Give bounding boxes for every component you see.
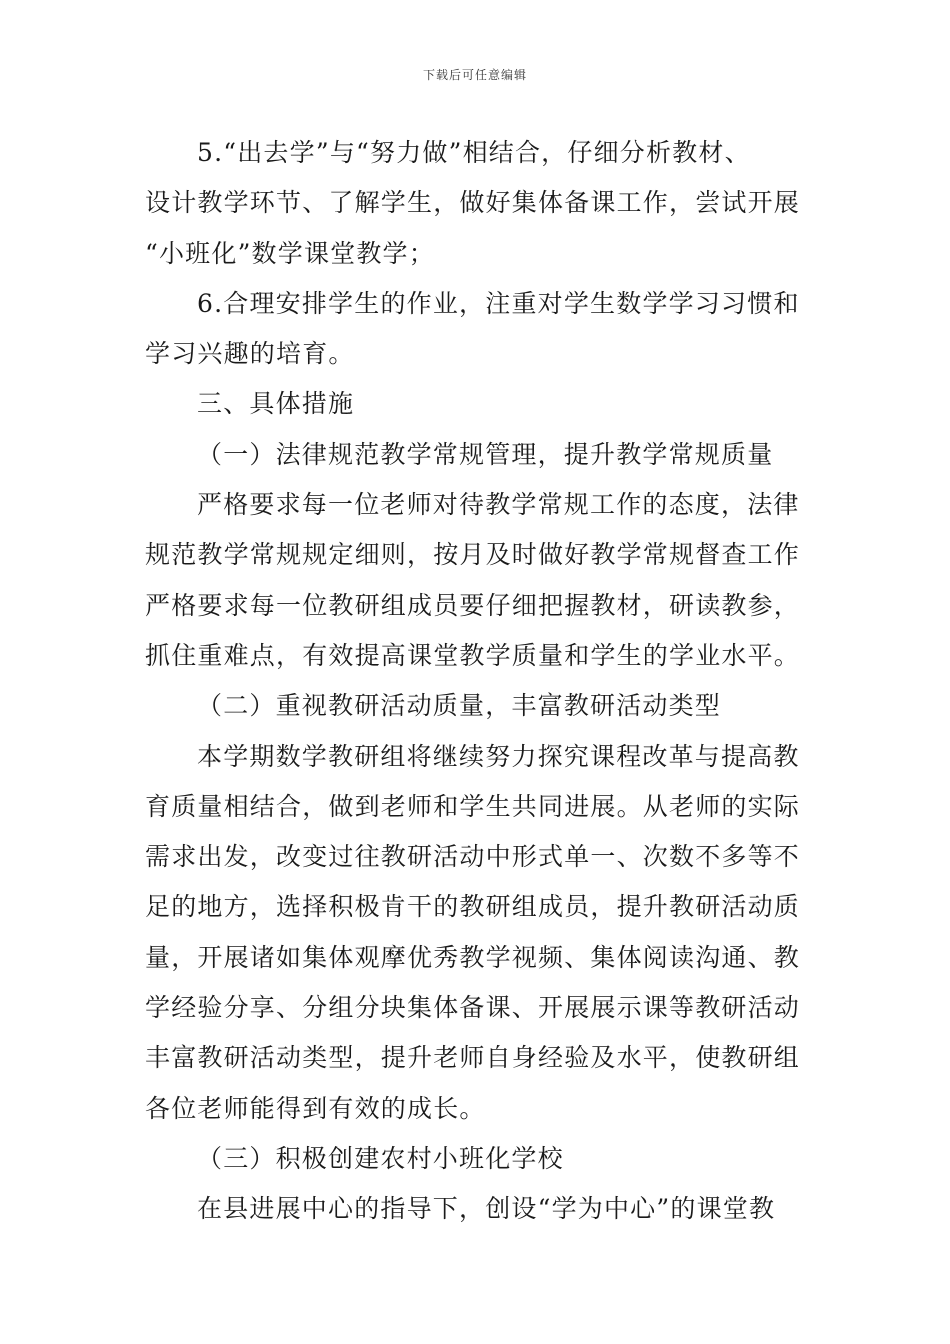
text-line: 5.“出去学”与“努力做”相结合，仔细分析教材、 [197,138,751,167]
text-line: 需求出发，改变过往教研活动中形式单一、次数不多等不 [145,842,801,872]
text-line: 学经验分享、分组分块集体备课、开展展示课等教研活动 [145,993,801,1023]
text-line: 各位老师能得到有效的成长。 [145,1093,486,1123]
text-line: 本学期数学教研组将继续努力探究课程改革与提高教 [197,741,800,771]
text-line: 规范教学常规规定细则，按月及时做好教学常规督查工作 [145,540,801,570]
text-line: 育质量相结合，做到老师和学生共同进展。从老师的实际 [145,791,801,821]
text-line: 设计教学环节、了解学生，做好集体备课工作，尝试开展 [145,188,801,218]
text-line: 严格要求每一位教研组成员要仔细把握教材，研读教参， [145,590,801,620]
text-line: 在县进展中心的指导下，创设“学为中心”的课堂教 [197,1194,776,1224]
text-line: 足的地方，选择积极肯干的教研组成员，提升教研活动质 [145,892,801,922]
page-header: 下载后可任意编辑 [422,68,527,82]
text-line: 学习兴趣的培育。 [145,339,355,369]
text-line: 严格要求每一位老师对待教学常规工作的态度，法律 [197,490,800,520]
section-heading: 三、具体措施 [197,389,355,419]
subsection-heading: （一）法律规范教学常规管理，提升教学常规质量 [197,439,774,469]
text-line: 6.合理安排学生的作业，注重对学生数学学习习惯和 [197,288,800,318]
subsection-heading: （三）积极创建农村小班化学校 [197,1143,564,1173]
text-line: 丰富教研活动类型，提升老师自身经验及水平，使教研组 [145,1043,801,1073]
text-line: 量，开展诸如集体观摩优秀教学视频、集体阅读沟通、教 [145,942,801,972]
text-line: 抓住重难点，有效提高课堂教学质量和学生的学业水平。 [145,640,801,670]
document-body [145,128,810,1235]
subsection-heading: （二）重视教研活动质量，丰富教研活动类型 [197,691,722,721]
text-line: “小班化”数学课堂教学； [145,238,435,268]
